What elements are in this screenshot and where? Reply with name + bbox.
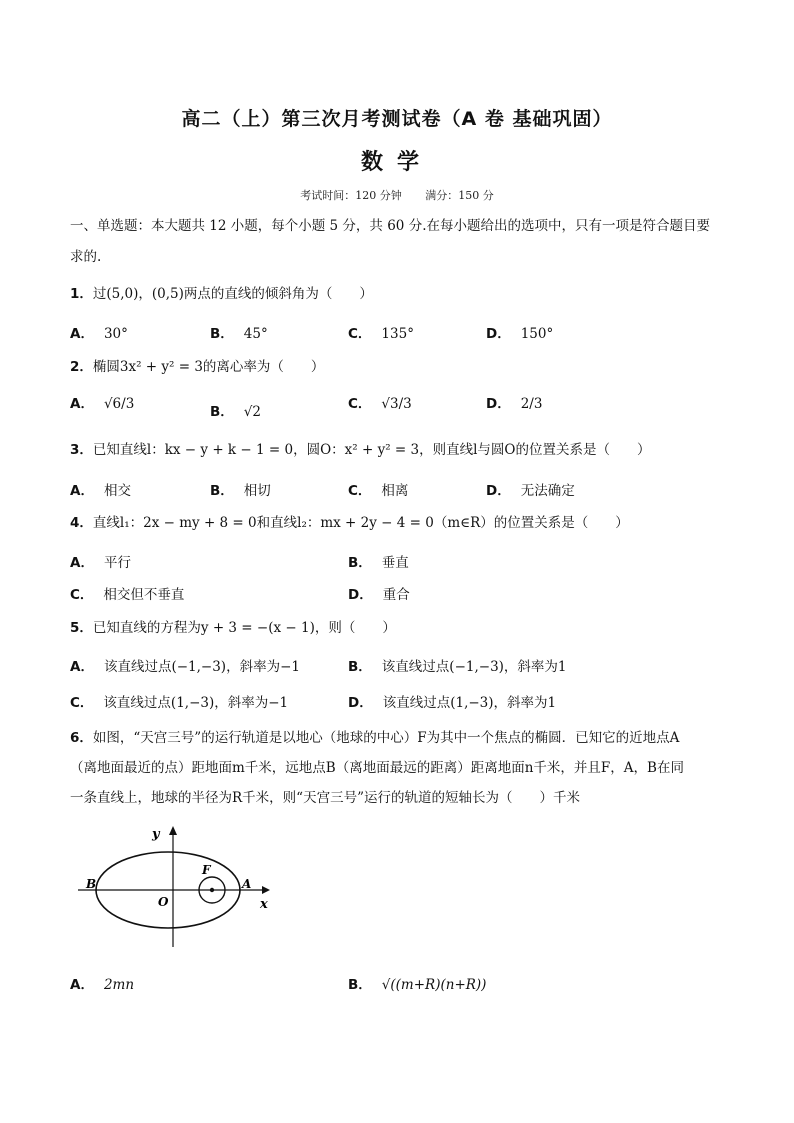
- option-letter: A．: [70, 659, 94, 675]
- question-number: 4．: [70, 515, 93, 531]
- q2-option-a: [70, 392, 134, 412]
- label-A: A: [242, 877, 252, 891]
- option-text: 相切: [243, 483, 271, 499]
- exam-meta: [0, 187, 794, 203]
- option-text: 该直线过点(1,−3)，斜率为−1: [103, 695, 289, 711]
- q1-option-d: [486, 322, 553, 342]
- question-stem: 过(5,0)，(0,5)两点的直线的倾斜角为（ ）: [92, 286, 373, 302]
- option-letter: B．: [348, 977, 372, 993]
- question-number: 6．: [70, 730, 93, 746]
- q3-option-a: [70, 479, 131, 499]
- section-instructions-line2: 求的.: [70, 249, 102, 265]
- q4-option-d: [348, 583, 410, 603]
- option-text: 重合: [382, 587, 410, 603]
- q4-option-b: [348, 551, 409, 571]
- option-letter: A．: [70, 326, 94, 342]
- question-6: [70, 728, 679, 748]
- option-text: 相交: [103, 483, 131, 499]
- option-letter: C．: [348, 326, 372, 342]
- q6-option-a: [70, 973, 134, 993]
- q2-option-b: [210, 400, 261, 420]
- option-letter: D．: [348, 587, 373, 603]
- option-letter: A．: [70, 555, 94, 571]
- question-6-line2: （离地面最近的点）距地面m千米，远地点B（离地面最远的距离）距离地面n千米，并且F，A，B在同: [70, 760, 684, 776]
- option-text: 该直线过点(−1,−3)，斜率为−1: [103, 659, 300, 675]
- label-F: F: [202, 863, 211, 877]
- q1-option-c: [348, 322, 414, 342]
- question-1: [70, 284, 373, 304]
- option-letter: C．: [70, 695, 94, 711]
- question-5: [70, 618, 396, 638]
- option-letter: B．: [348, 555, 372, 571]
- exam-time: 考试时间：120 分钟: [300, 189, 402, 202]
- question-number: 1．: [70, 286, 93, 302]
- option-letter: A．: [70, 977, 94, 993]
- question-2: [70, 357, 324, 377]
- option-letter: B．: [210, 404, 234, 420]
- question-3: [70, 440, 650, 460]
- q4-option-a: [70, 551, 131, 571]
- subject-title: 数学: [360, 150, 433, 175]
- option-text: √3/3: [381, 396, 412, 412]
- option-letter: D．: [486, 396, 511, 412]
- question-6-line3: 一条直线上，地球的半径为R千米，则“天宫三号”运行的轨道的短轴长为（ ）千米: [70, 790, 580, 806]
- x-axis-arrow: [262, 886, 270, 894]
- label-x: x: [260, 897, 268, 912]
- question-stem: 已知直线l：kx − y + k − 1 = 0，圆O：x² + y² = 3，则直线l与圆O的位置关系是（ ）: [92, 442, 651, 458]
- q3-option-b: [210, 479, 271, 499]
- option-text: 2/3: [520, 396, 543, 412]
- option-letter: D．: [486, 483, 511, 499]
- option-text: 45°: [243, 326, 268, 342]
- q5-option-b: [348, 655, 567, 675]
- question-number: 5．: [70, 620, 93, 636]
- option-text: √6/3: [103, 396, 135, 412]
- option-letter: B．: [210, 326, 234, 342]
- option-text: 相离: [381, 483, 409, 499]
- page-title: 高二（上）第三次月考测试卷（A 卷 基础巩固）: [181, 108, 613, 130]
- q1-option-b: [210, 322, 268, 342]
- question-number: 3．: [70, 442, 93, 458]
- question-stem: 已知直线的方程为y + 3 = −(x − 1)，则（ ）: [92, 620, 396, 636]
- option-text: 相交但不垂直: [103, 587, 185, 603]
- y-axis-arrow: [169, 826, 177, 835]
- q2-option-d: [486, 392, 542, 412]
- option-text: 2mn: [103, 977, 135, 993]
- question-stem: 椭圆3x² + y² = 3的离心率为（ ）: [92, 359, 325, 375]
- option-text: 135°: [381, 326, 414, 342]
- option-letter: B．: [348, 659, 372, 675]
- option-text: 150°: [520, 326, 554, 342]
- orbit-figure: [70, 822, 280, 952]
- option-text: 无法确定: [520, 483, 575, 499]
- q2-option-c: [348, 392, 412, 412]
- option-letter: C．: [70, 587, 94, 603]
- label-B: B: [86, 877, 97, 891]
- option-text: 垂直: [381, 555, 409, 571]
- section-instructions-line1: 一、单选题：本大题共 12 小题，每个小题 5 分，共 60 分.在每小题给出的选项中，只有一项是符合题目要: [70, 218, 710, 234]
- option-text: 该直线过点(1,−3)，斜率为1: [382, 695, 557, 711]
- option-letter: B．: [210, 483, 234, 499]
- q5-option-c: [70, 691, 288, 711]
- question-stem-line1: 如图，“天宫三号”的运行轨道是以地心（地球的中心）F为其中一个焦点的椭圆．已知它的近地点A: [92, 730, 680, 746]
- question-number: 2．: [70, 359, 93, 375]
- option-letter: A．: [70, 483, 94, 499]
- question-stem: 直线l₁：2x − my + 8 = 0和直线l₂：mx + 2y − 4 = 0（m∈R）的位置关系是（ ）: [92, 515, 629, 531]
- option-letter: A．: [70, 396, 94, 412]
- q3-option-d: [486, 479, 575, 499]
- option-text: 该直线过点(−1,−3)，斜率为1: [381, 659, 567, 675]
- option-letter: C．: [348, 396, 372, 412]
- q6-option-b: [348, 973, 486, 993]
- label-y: y: [152, 827, 160, 842]
- focus-point: [210, 888, 214, 892]
- label-O: O: [158, 895, 169, 909]
- option-letter: D．: [486, 326, 511, 342]
- option-text: √2: [243, 404, 261, 420]
- option-text: √((m+R)(n+R)): [381, 977, 487, 993]
- question-4: [70, 513, 629, 533]
- option-letter: D．: [348, 695, 373, 711]
- option-text: 平行: [103, 555, 131, 571]
- q1-option-a: [70, 322, 128, 342]
- full-score: 满分：150 分: [425, 189, 494, 202]
- option-letter: C．: [348, 483, 372, 499]
- option-text: 30°: [103, 326, 128, 342]
- q3-option-c: [348, 479, 408, 499]
- q5-option-d: [348, 691, 556, 711]
- q4-option-c: [70, 583, 184, 603]
- q5-option-a: [70, 655, 300, 675]
